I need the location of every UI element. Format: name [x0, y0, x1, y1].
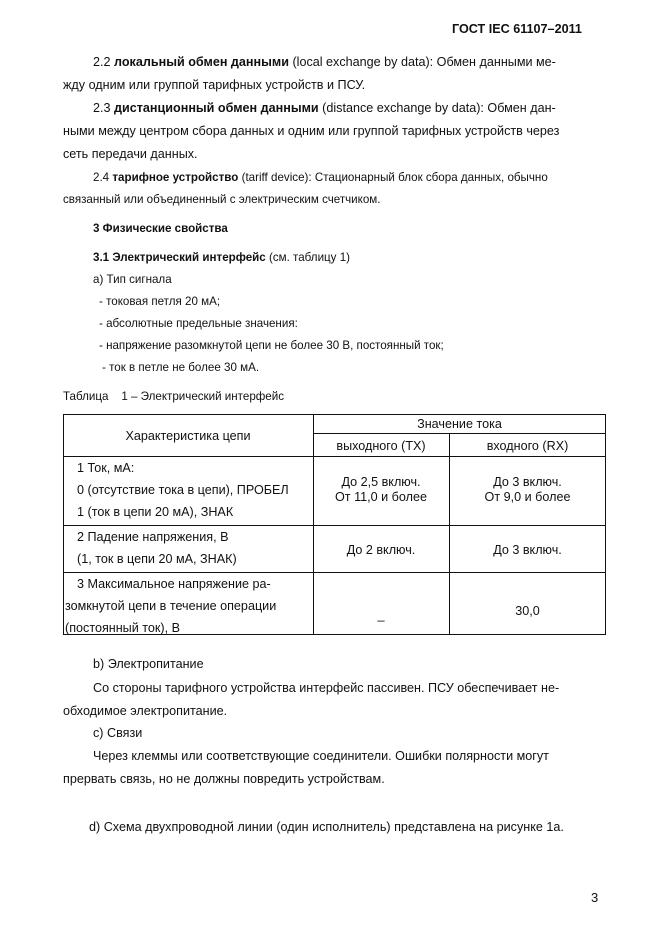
list-item: - абсолютные предельные значения:	[99, 317, 298, 330]
definition-text: (distance exchange by data): Обмен дан-	[318, 101, 556, 115]
table-row-2-char: (1, ток в цепи 20 мА, ЗНАК)	[77, 552, 237, 566]
definition-term: дистанционный обмен данными	[114, 101, 319, 115]
table-row-3-rx: 30,0	[515, 604, 540, 618]
para-c-text: Через клеммы или соответствующие соединители. Ошибки полярности могут	[93, 749, 549, 763]
page-number: 3	[591, 890, 599, 905]
header-input-rx: входного (RX)	[486, 439, 569, 453]
header-current-value: Значение тока	[417, 417, 502, 431]
definition-2-2-cont: жду одним или группой тарифных устройств и ПСУ.	[63, 78, 366, 92]
definition-2-3-cont: ными между центром сбора данных и одним или группой тарифных устройств через	[63, 124, 560, 138]
para-c-text-cont: прервать связь, но не должны повредить устройствам.	[63, 772, 385, 786]
definition-text: (tariff device): Стационарный блок сбора данных, обычно	[238, 171, 548, 184]
table-row-1-rx: До 3 включ.	[493, 475, 562, 489]
list-item: - токовая петля 20 мА;	[99, 295, 221, 308]
table-row-1-rx: От 9,0 и более	[484, 490, 571, 504]
definition-2-2	[93, 54, 556, 70]
para-b-text: Со стороны тарифного устройства интерфейс пассивен. ПСУ обеспечивает не-	[93, 681, 560, 695]
electrical-interface-table	[63, 414, 606, 635]
table-row-3-char: (постоянный ток), В	[65, 621, 180, 635]
table-row-1-char: 0 (отсутствие тока в цепи), ПРОБЕЛ	[77, 483, 289, 497]
table-row-1-char: 1 Ток, мА:	[77, 461, 135, 475]
definition-number: 2.2	[93, 55, 111, 69]
para-b-text-cont: обходимое электропитание.	[63, 704, 228, 718]
definition-2-3-cont2: сеть передачи данных.	[63, 147, 198, 161]
table-caption: Таблица 1 – Электрический интерфейс	[63, 390, 285, 403]
header-characteristic: Характеристика цепи	[125, 429, 251, 443]
list-item: - ток в петле не более 30 мА.	[102, 361, 260, 374]
table-row-2-char: 2 Падение напряжения, В	[77, 530, 229, 544]
definition-2-4-cont: связанный или объединенный с электрическим счетчиком.	[63, 193, 381, 206]
subsection-ref: (см. таблицу 1)	[265, 251, 351, 264]
list-a-title: а) Тип сигнала	[93, 273, 172, 286]
definition-2-3	[93, 100, 556, 116]
para-d-text: d) Схема двухпроводной линии (один исполнитель) представлена на рисунке 1а.	[89, 820, 564, 834]
definition-term: тарифное устройство	[112, 171, 239, 184]
para-c-title: c) Связи	[93, 726, 143, 740]
section-3-title: 3 Физические свойства	[93, 222, 228, 235]
definition-number: 2.4	[93, 171, 110, 184]
table-row-3-char: зомкнутой цепи в течение операции	[65, 599, 277, 613]
header-output-tx: выходного (TX)	[336, 439, 426, 453]
table-row-3-tx: _	[377, 608, 385, 622]
table-row-2-tx: До 2 включ.	[346, 543, 416, 557]
definition-number: 2.3	[93, 101, 111, 115]
definition-text: (local exchange by data): Обмен данными ме-	[288, 55, 556, 69]
subsection-3-1	[93, 250, 350, 266]
definition-2-4	[93, 170, 548, 186]
table-row-3-char: 3 Максимальное напряжение ра-	[77, 577, 271, 591]
table-row-1-char: 1 (ток в цепи 20 мА), ЗНАК	[77, 505, 234, 519]
para-b-title: b) Электропитание	[93, 657, 204, 671]
table-row-2-rx: До 3 включ.	[493, 543, 562, 557]
definition-term: локальный обмен данными	[114, 55, 289, 69]
list-item: - напряжение разомкнутой цепи не более 30 В, постоянный ток;	[99, 339, 444, 352]
subsection-title: 3.1 Электрический интерфейс	[93, 251, 266, 264]
standard-code: ГОСТ IEC 61107–2011	[452, 22, 582, 36]
table-row-1-tx: До 2,5 включ.	[341, 475, 421, 489]
table-row-1-tx: От 11,0 и более	[335, 490, 427, 504]
